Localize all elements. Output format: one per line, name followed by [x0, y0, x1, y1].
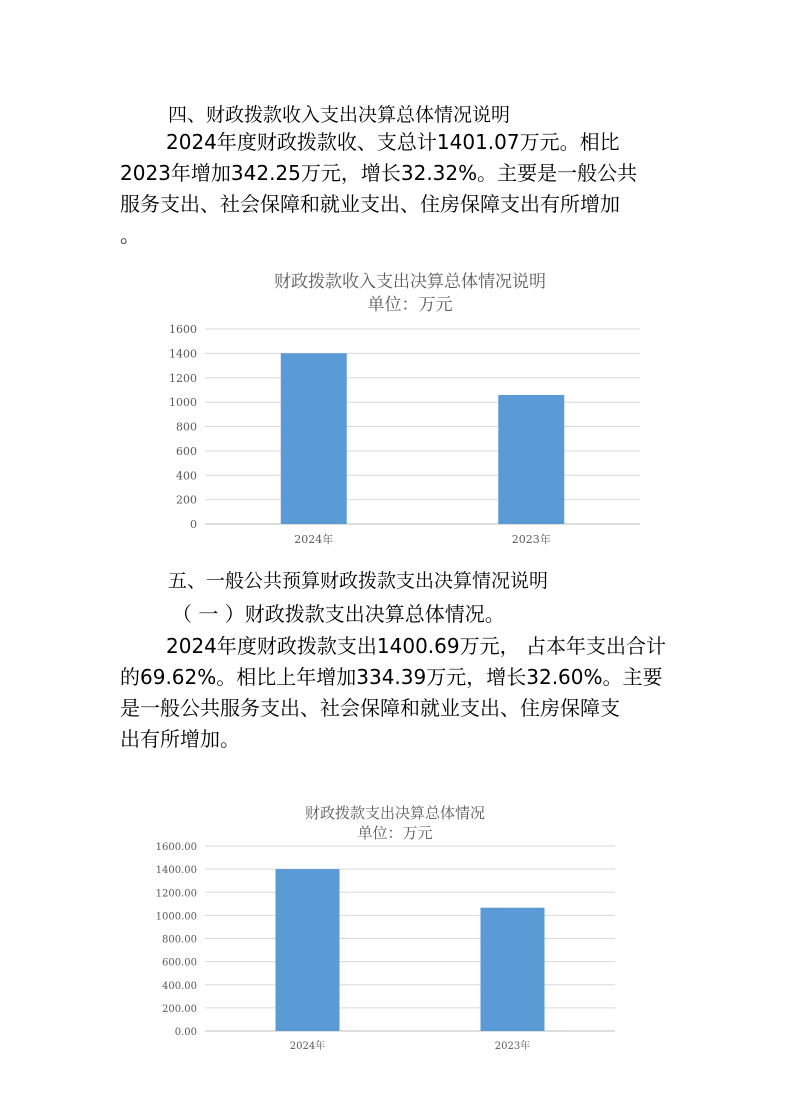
chart-title: 财政拨款收入支出决算总体情况说明	[274, 272, 546, 292]
chart-expense-total-svg	[150, 790, 630, 1070]
section4-line: 服务支出、社会保障和就业支出、住房保障支出有所增加	[120, 192, 620, 216]
y-tick-label: 1200.00	[155, 888, 197, 900]
section4-heading: 四、财政拨款收入支出决算总体情况说明	[168, 104, 511, 126]
section5-line: 出有所增加。	[120, 727, 240, 751]
bar-2024年	[276, 869, 340, 1031]
section4-line: 2024年度财政拨款收、支总计1401.07万元。相比	[166, 130, 620, 154]
section5-line: 的69.62%。相比上年增加334.39万元，增长32.60%。主要	[120, 665, 663, 689]
x-tick-label: 2024年	[289, 1041, 326, 1052]
chart-title: 财政拨款支出决算总体情况	[304, 804, 486, 822]
chart-subtitle: 单位：万元	[367, 295, 453, 315]
section5-line: 2024年度财政拨款支出1400.69万元， 占本年支出合计	[166, 634, 666, 658]
y-tick-label: 0.00	[174, 1027, 197, 1038]
y-tick-label: 600.00	[162, 957, 197, 969]
y-tick-label: 1400.00	[155, 865, 197, 877]
y-tick-label: 1600	[169, 323, 197, 336]
section4-body	[120, 127, 700, 251]
y-tick-label: 1600.00	[155, 842, 197, 853]
y-tick-label: 800	[176, 420, 197, 434]
section5-subheading: （ 一 ）财政拨款支出决算总体情况。	[172, 602, 505, 626]
section4-line: 2023年增加342.25万元，增长32.32%。主要是一般公共	[120, 161, 638, 185]
chart-income-expense	[160, 262, 660, 562]
section5-body	[120, 631, 700, 755]
x-tick-label: 2023年	[494, 1041, 531, 1052]
y-tick-label: 200.00	[162, 1003, 197, 1015]
chart-income-expense-svg	[160, 262, 660, 562]
chart-expense-total	[150, 790, 630, 1070]
y-tick-label: 200	[176, 493, 197, 507]
y-tick-label: 1000	[169, 396, 197, 410]
y-tick-label: 1000.00	[155, 911, 197, 923]
section5-heading: 五、一般公共预算财政拨款支出决算情况说明	[168, 570, 549, 592]
bar-2023年	[481, 908, 545, 1031]
y-tick-label: 0	[190, 518, 197, 531]
bar-2024年	[281, 353, 347, 524]
section4-line: 。	[120, 223, 140, 247]
x-tick-label: 2024年	[294, 533, 334, 546]
y-tick-label: 800.00	[162, 934, 197, 946]
y-tick-label: 400	[176, 469, 197, 483]
y-tick-label: 1400	[169, 347, 197, 361]
y-tick-label: 400.00	[162, 980, 197, 992]
y-tick-label: 1200	[169, 371, 197, 385]
chart-subtitle: 单位：万元	[357, 824, 433, 842]
bar-2023年	[498, 395, 564, 524]
x-tick-label: 2023年	[511, 533, 551, 546]
y-tick-label: 600	[176, 444, 197, 458]
section5-line: 是一般公共服务支出、社会保障和就业支出、住房保障支	[120, 696, 620, 720]
